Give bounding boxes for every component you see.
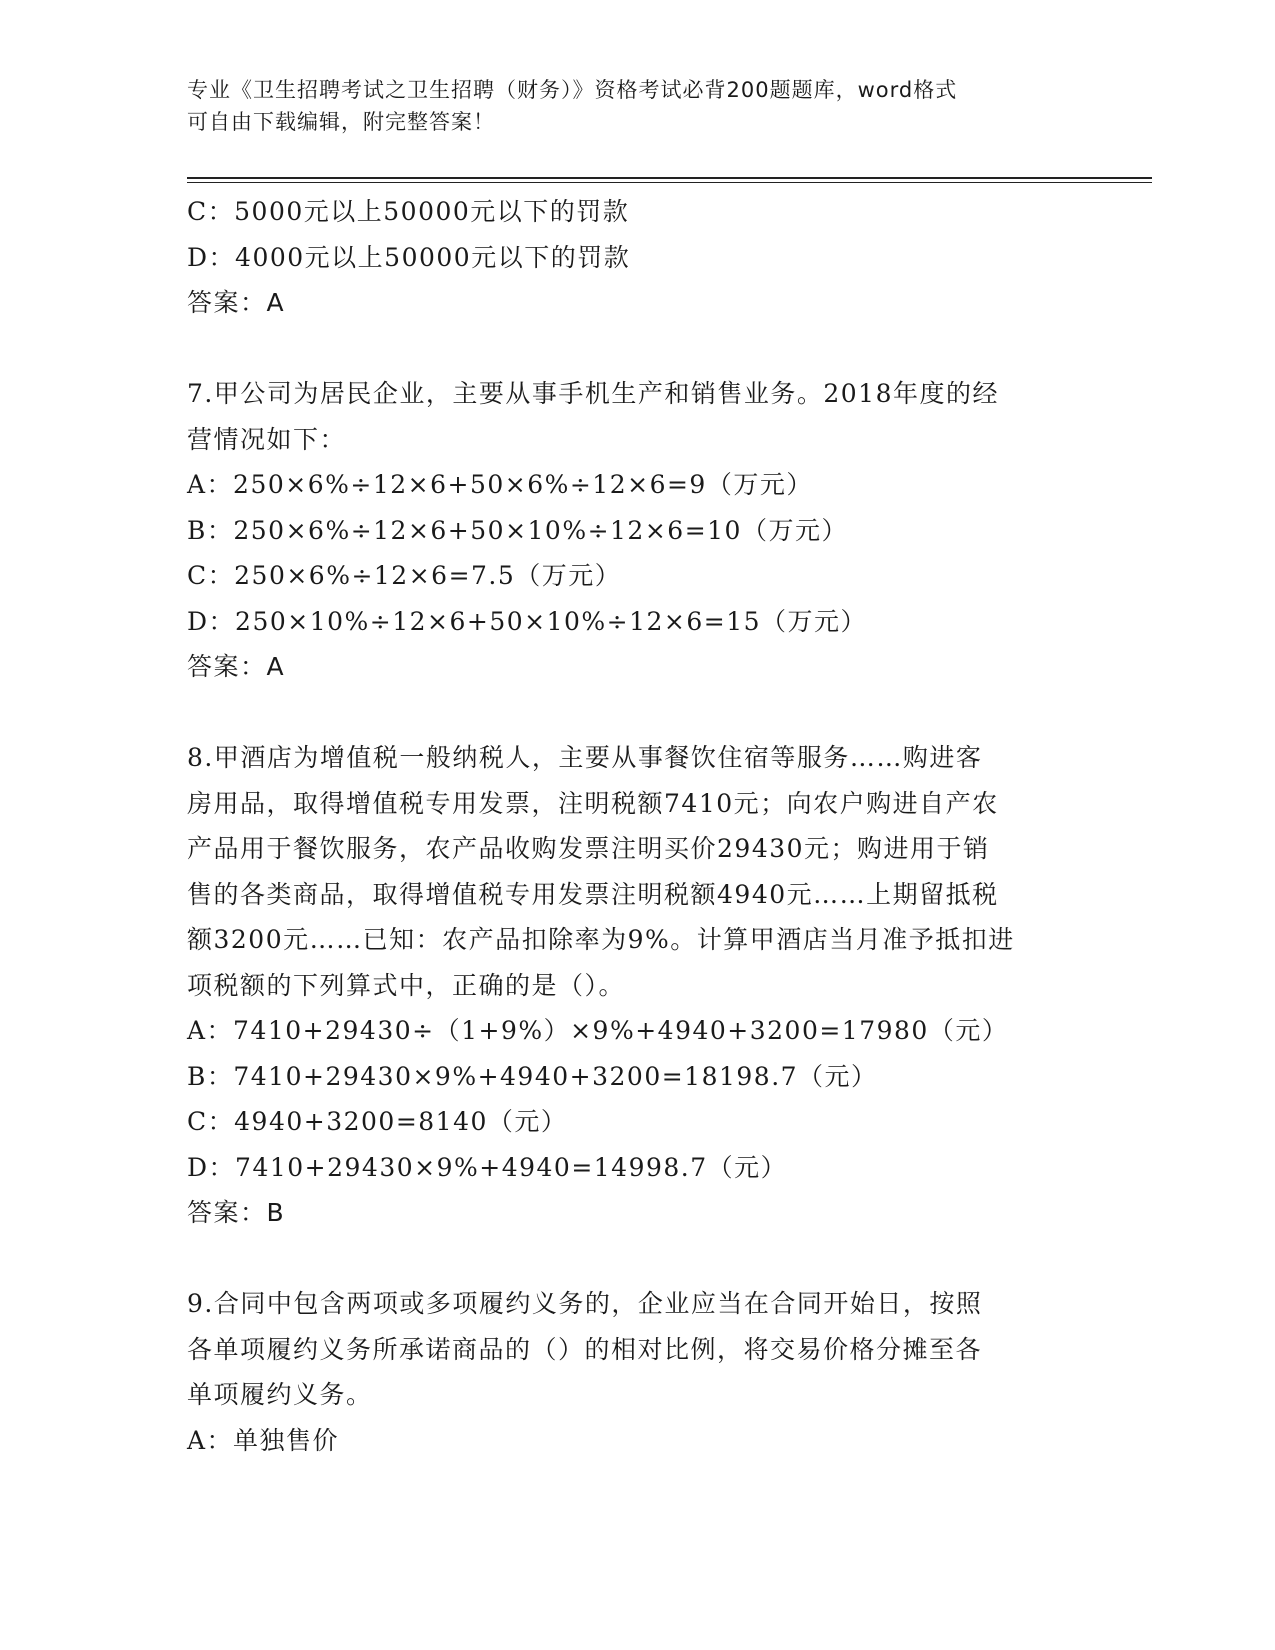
q8-stem-line-2: 房用品，取得增值税专用发票，注明税额7410元；向农户购进自产农 [187, 788, 999, 818]
q6-answer: 答案：A [187, 288, 286, 317]
q8-stem-line-3: 产品用于餐饮服务，农产品收购发票注明买价29430元；购进用于销 [187, 834, 990, 863]
q6-option-d: D：4000元以上50000元以下的罚款 [187, 242, 631, 272]
q9-option-a: A：单独售价 [187, 1425, 340, 1455]
q8-option-c: C：4940+3200=8140（元） [187, 1107, 568, 1136]
question-content [187, 189, 1087, 1463]
q8-option-b: B：7410+29430×9%+4940+3200=18198.7（元） [187, 1061, 878, 1091]
q9-stem-line-1: 9.合同中包含两项或多项履约义务的，企业应当在合同开始日，按照 [187, 1289, 983, 1318]
header-title-line-2: 可自由下载编辑，附完整答案！ [187, 110, 495, 134]
q8-stem-line-5: 额3200元……已知：农产品扣除率为9%。计算甲酒店当月准予抵扣进 [187, 925, 1015, 954]
q8-answer: 答案：B [187, 1198, 286, 1227]
question-6-tail [187, 189, 1087, 326]
question-9 [187, 1281, 1087, 1463]
question-8 [187, 735, 1087, 1236]
header-title-line-1: 专业《卫生招聘考试之卫生招聘（财务）》资格考试必背200题题库，word格式 [187, 78, 958, 102]
page-header [187, 74, 1067, 138]
q7-stem-line-2: 营情况如下： [187, 424, 347, 454]
header-divider-thin [187, 182, 1152, 183]
q8-stem-line-4: 售的各类商品，取得增值税专用发票注明税额4940元……上期留抵税 [187, 879, 999, 909]
q8-stem-line-6: 项税额的下列算式中，正确的是（）。 [187, 970, 626, 1000]
q8-stem-line-1: 8.甲酒店为增值税一般纳税人，主要从事餐饮住宿等服务……购进客 [187, 743, 983, 772]
q7-option-a: A：250×6%÷12×6+50×6%÷12×6=9（万元） [187, 470, 813, 499]
q7-answer: 答案：A [187, 652, 286, 681]
q7-option-d: D：250×10%÷12×6+50×10%÷12×6=15（万元） [187, 606, 868, 636]
q7-stem-line-1: 7.甲公司为居民企业，主要从事手机生产和销售业务。2018年度的经 [187, 379, 999, 408]
spacer [187, 1236, 1087, 1282]
q7-option-b: B：250×6%÷12×6+50×10%÷12×6=10（万元） [187, 515, 848, 545]
q6-option-c: C：5000元以上50000元以下的罚款 [187, 197, 630, 226]
header-divider-thick [187, 177, 1152, 179]
spacer [187, 690, 1087, 736]
q8-option-d: D：7410+29430×9%+4940=14998.7（元） [187, 1152, 788, 1182]
q9-stem-line-2: 各单项履约义务所承诺商品的（）的相对比例，将交易价格分摊至各 [187, 1334, 983, 1364]
q7-option-c: C：250×6%÷12×6=7.5（万元） [187, 561, 622, 590]
q8-option-a: A：7410+29430÷（1+9%）×9%+4940+3200=17980（元） [187, 1016, 1009, 1045]
q9-stem-line-3: 单项履约义务。 [187, 1380, 373, 1409]
question-7 [187, 371, 1087, 690]
spacer [187, 326, 1087, 372]
